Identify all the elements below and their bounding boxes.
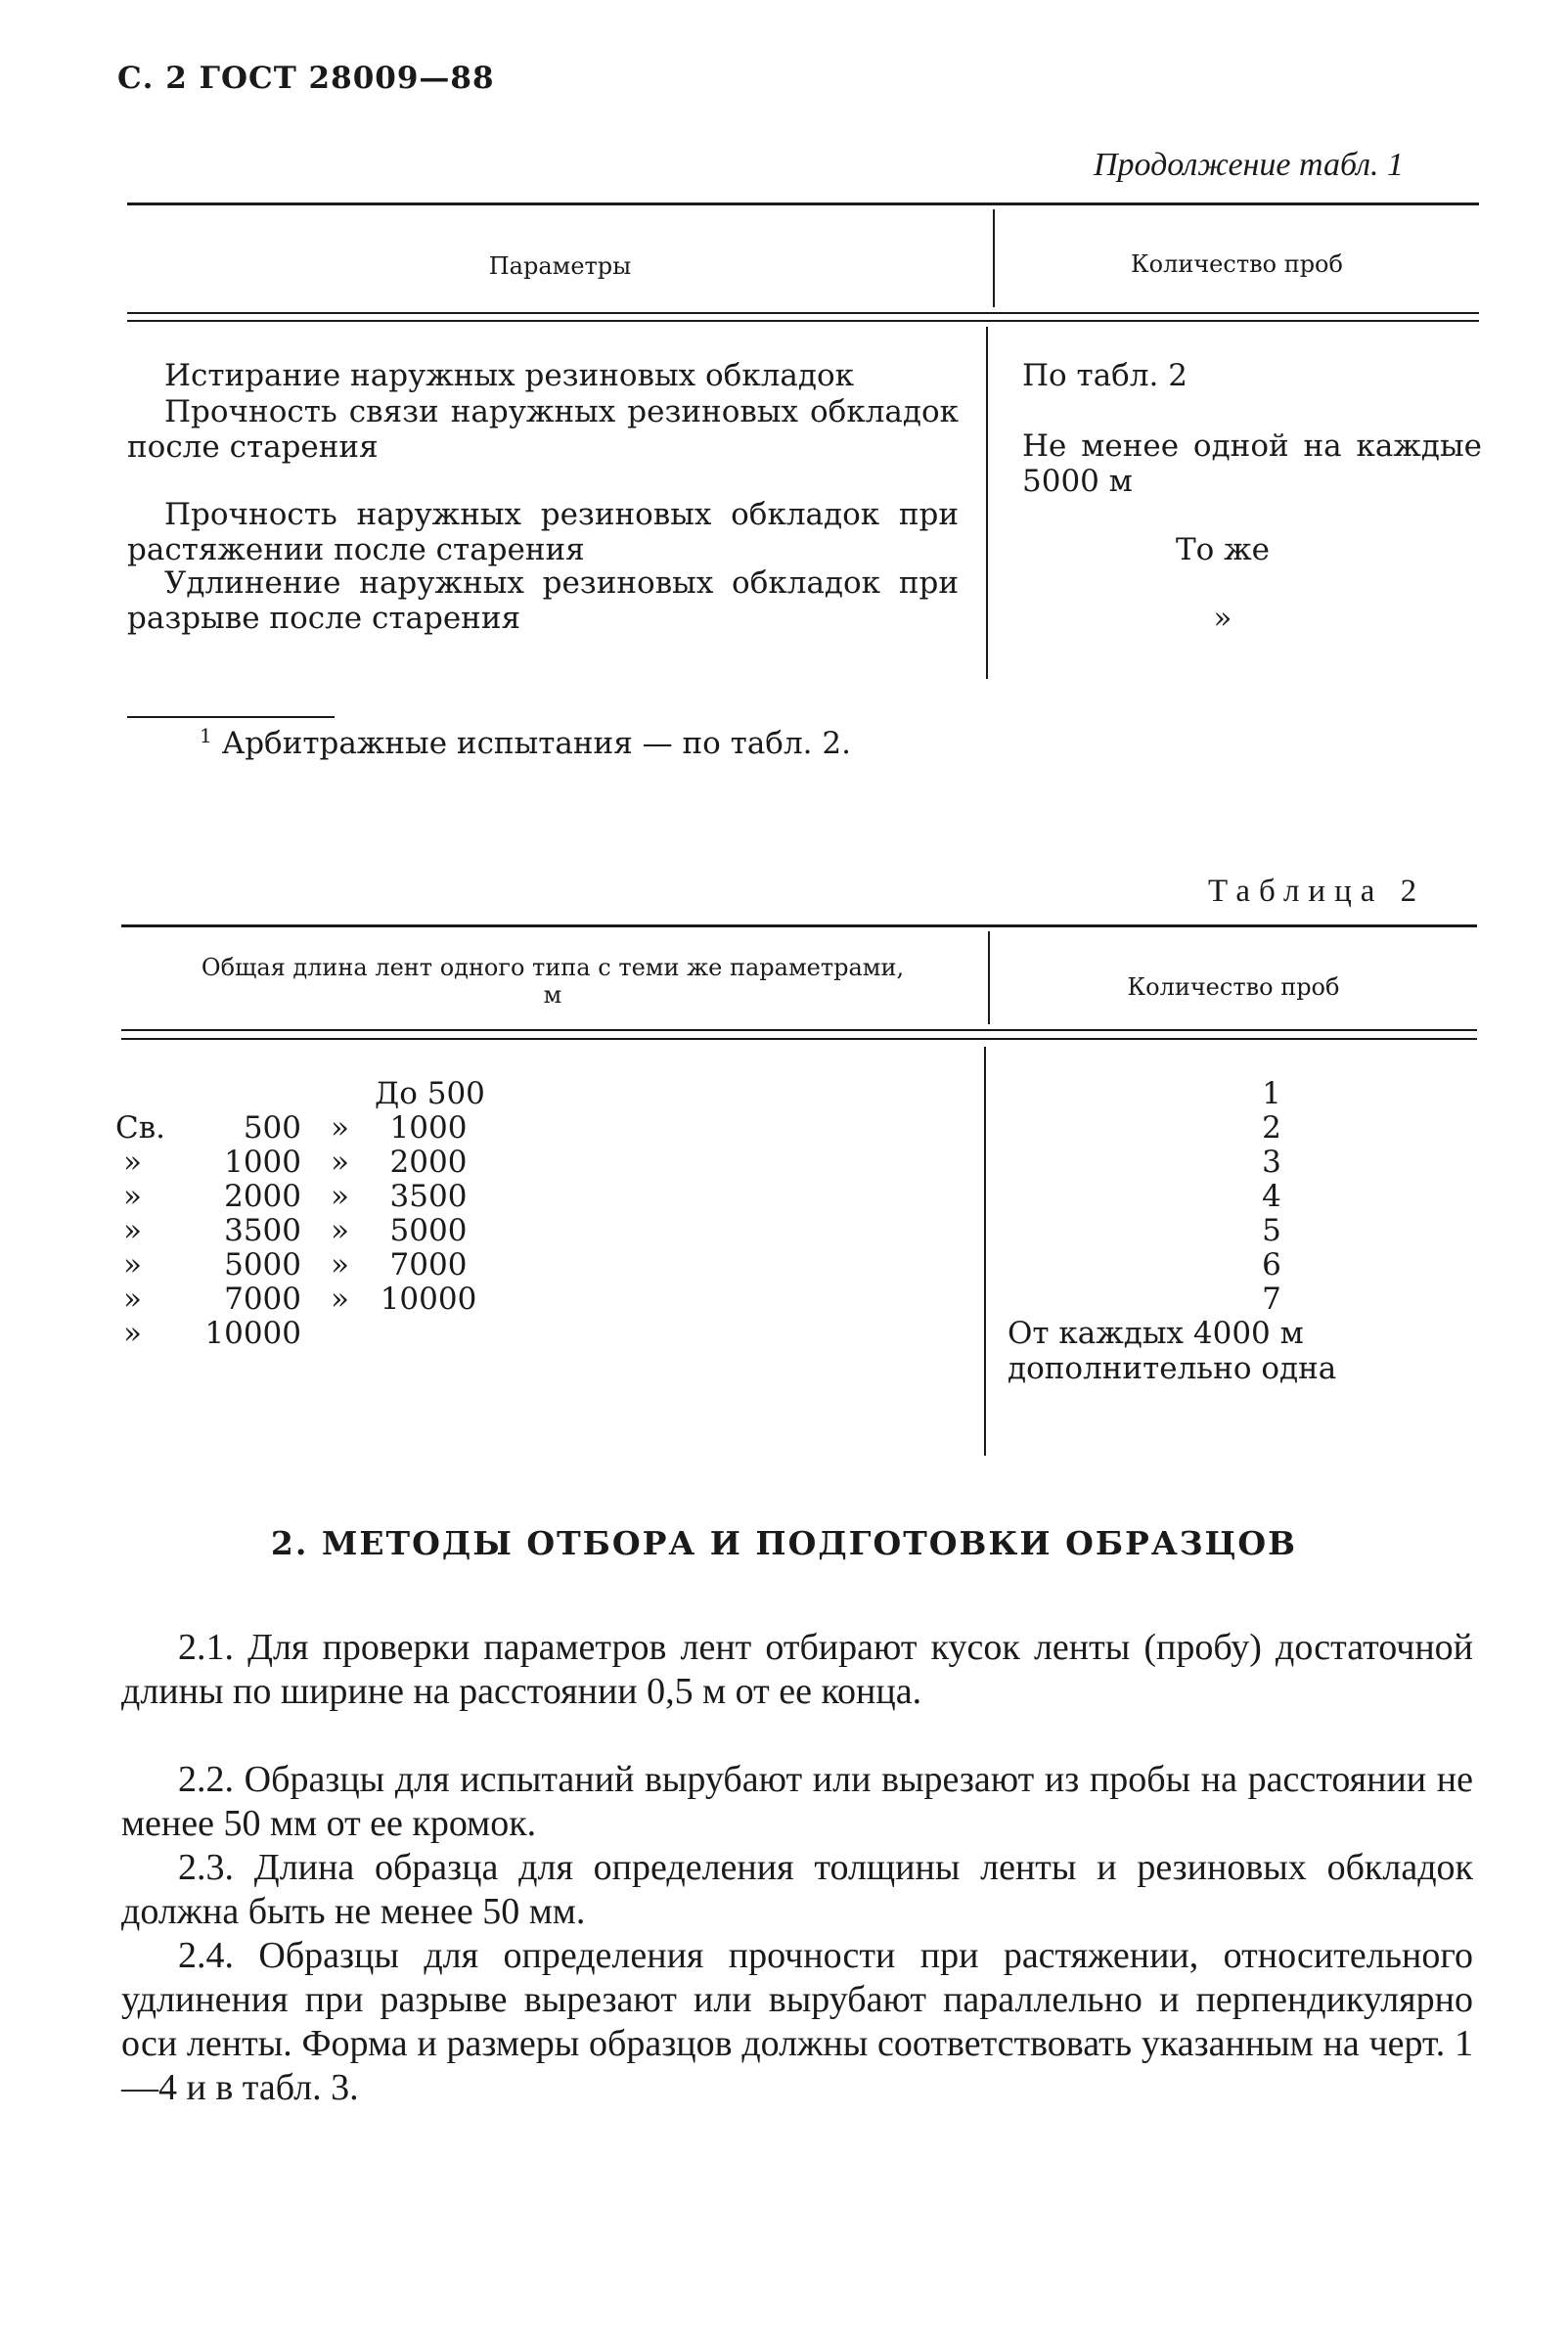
table2-row5-qty: 5 — [1262, 1213, 1281, 1248]
table2-row6-qty: 6 — [1262, 1247, 1281, 1282]
paragraph-2-1 — [121, 1626, 1473, 1714]
table2-row2-qty: 2 — [1262, 1110, 1281, 1146]
table2-row4-ditto: » — [331, 1179, 349, 1214]
table2-row2-to: 1000 — [389, 1110, 468, 1146]
table2-body-divider — [984, 1047, 986, 1456]
table2-header-rule-2 — [121, 1038, 1477, 1040]
table1-row2-qty: Не менее одной на каждые 5000 м — [1022, 428, 1482, 499]
table2-caption: Таблица 2 — [1208, 874, 1426, 909]
footnote-rule — [127, 716, 335, 718]
table1-footnote — [200, 726, 851, 761]
table1-row3-param: Прочность наружных резиновых обкладок при растяжении после старения — [127, 497, 959, 567]
table2-row3-prefix: » — [123, 1145, 142, 1180]
paragraph-2-1-text: 2.1. Для проверки параметров лент отбирают кусок ленты (пробу) достаточной длины по ширине на расстоянии 0,5 м от ее конца. — [121, 1627, 1473, 1712]
paragraph-2-3-text: 2.3. Длина образца для определения толщины ленты и резиновых обкладок должна быть не менее 50 мм. — [121, 1847, 1473, 1932]
table1-row2-param: Прочность связи наружных резиновых обкладок после старения — [127, 394, 959, 465]
table2-row6-from: 5000 — [224, 1247, 301, 1282]
table2-row6-to: 7000 — [389, 1247, 468, 1282]
table2-row3-from: 1000 — [224, 1145, 301, 1180]
footnote-text: Арбитражные испытания — по табл. 2. — [221, 726, 851, 761]
table2-row8-from: 10000 — [204, 1316, 301, 1351]
table1-row4-qty: » — [1213, 601, 1232, 636]
table1-row4-param: Удлинение наружных резиновых обкладок при разрыве после старения — [127, 565, 959, 636]
table2-row3-qty: 3 — [1262, 1145, 1281, 1180]
table2-row1-qty: 1 — [1262, 1076, 1281, 1111]
table2-row3-ditto: » — [331, 1145, 349, 1180]
table2-row5-prefix: » — [123, 1213, 142, 1248]
table2-row2-from: 500 — [243, 1110, 301, 1146]
table1-header-rule-2 — [127, 320, 1479, 322]
paragraph-2-3 — [121, 1846, 1473, 1934]
table1-caption: Продолжение табл. 1 — [1094, 147, 1405, 183]
table2-row4-prefix: » — [123, 1179, 142, 1214]
table2-top-rule — [121, 924, 1477, 927]
paragraph-2-4 — [121, 1934, 1473, 2110]
table2-row6-ditto: » — [331, 1247, 349, 1282]
table2-row5-from: 3500 — [224, 1213, 301, 1248]
table2-header-rule-1 — [121, 1029, 1477, 1031]
table2-row7-prefix: » — [123, 1282, 142, 1317]
table2-row7-ditto: » — [331, 1282, 349, 1317]
section-title: 2. МЕТОДЫ ОТБОРА И ПОДГОТОВКИ ОБРАЗЦОВ — [270, 1524, 1298, 1562]
footnote-mark: 1 — [200, 724, 212, 747]
paragraph-2-4-text: 2.4. Образцы для определения прочности при растяжении, относительного удлинения при разрыве вырезают или вырубают параллельно и перпендикулярно оси ленты. Форма и размеры образцов должны соответствовать указанным на черт. 1—4 и в табл. 3. — [121, 1935, 1473, 2108]
table2-row1-to: До 500 — [375, 1076, 485, 1111]
table2-row4-qty: 4 — [1262, 1179, 1281, 1214]
table1-row3-qty: То же — [1175, 532, 1271, 567]
table2-row4-from: 2000 — [224, 1179, 301, 1214]
table2-row3-to: 2000 — [389, 1145, 468, 1180]
table2-header-qty: Количество проб — [1127, 973, 1340, 1001]
page-header: С. 2 ГОСТ 28009—88 — [117, 61, 495, 96]
table2-row5-ditto: » — [331, 1213, 349, 1248]
paragraph-2-2-text: 2.2. Образцы для испытаний вырубают или вырезают из пробы на расстоянии не менее 50 мм от ее кромок. — [121, 1759, 1473, 1844]
table1-row1-qty: По табл. 2 — [1022, 358, 1187, 393]
table2-header-length: Общая длина лент одного типа с теми же параметрами, м — [201, 954, 905, 1009]
table1-row1-param: Истирание наружных резиновых обкладок — [164, 358, 855, 393]
table2-row4-to: 3500 — [389, 1179, 468, 1214]
table1-header-qty: Количество проб — [1131, 250, 1343, 278]
table2-row7-to: 10000 — [380, 1282, 477, 1317]
table2-row7-qty: 7 — [1262, 1282, 1281, 1317]
table2-row2-ditto: » — [331, 1110, 349, 1146]
table1-header-rule-1 — [127, 312, 1479, 314]
table2-row5-to: 5000 — [389, 1213, 468, 1248]
table2-row8-qty: От каждых 4000 м дополнительно одна — [1008, 1316, 1337, 1386]
table1-body-divider — [986, 327, 988, 679]
table2-row8-prefix: » — [123, 1316, 142, 1351]
table1-top-rule — [127, 202, 1479, 205]
table2-row7-from: 7000 — [224, 1282, 301, 1317]
table1-header-params: Параметры — [488, 252, 632, 280]
table2-row2-prefix: Св. — [115, 1110, 166, 1146]
paragraph-2-2 — [121, 1758, 1473, 1846]
table2-row6-prefix: » — [123, 1247, 142, 1282]
